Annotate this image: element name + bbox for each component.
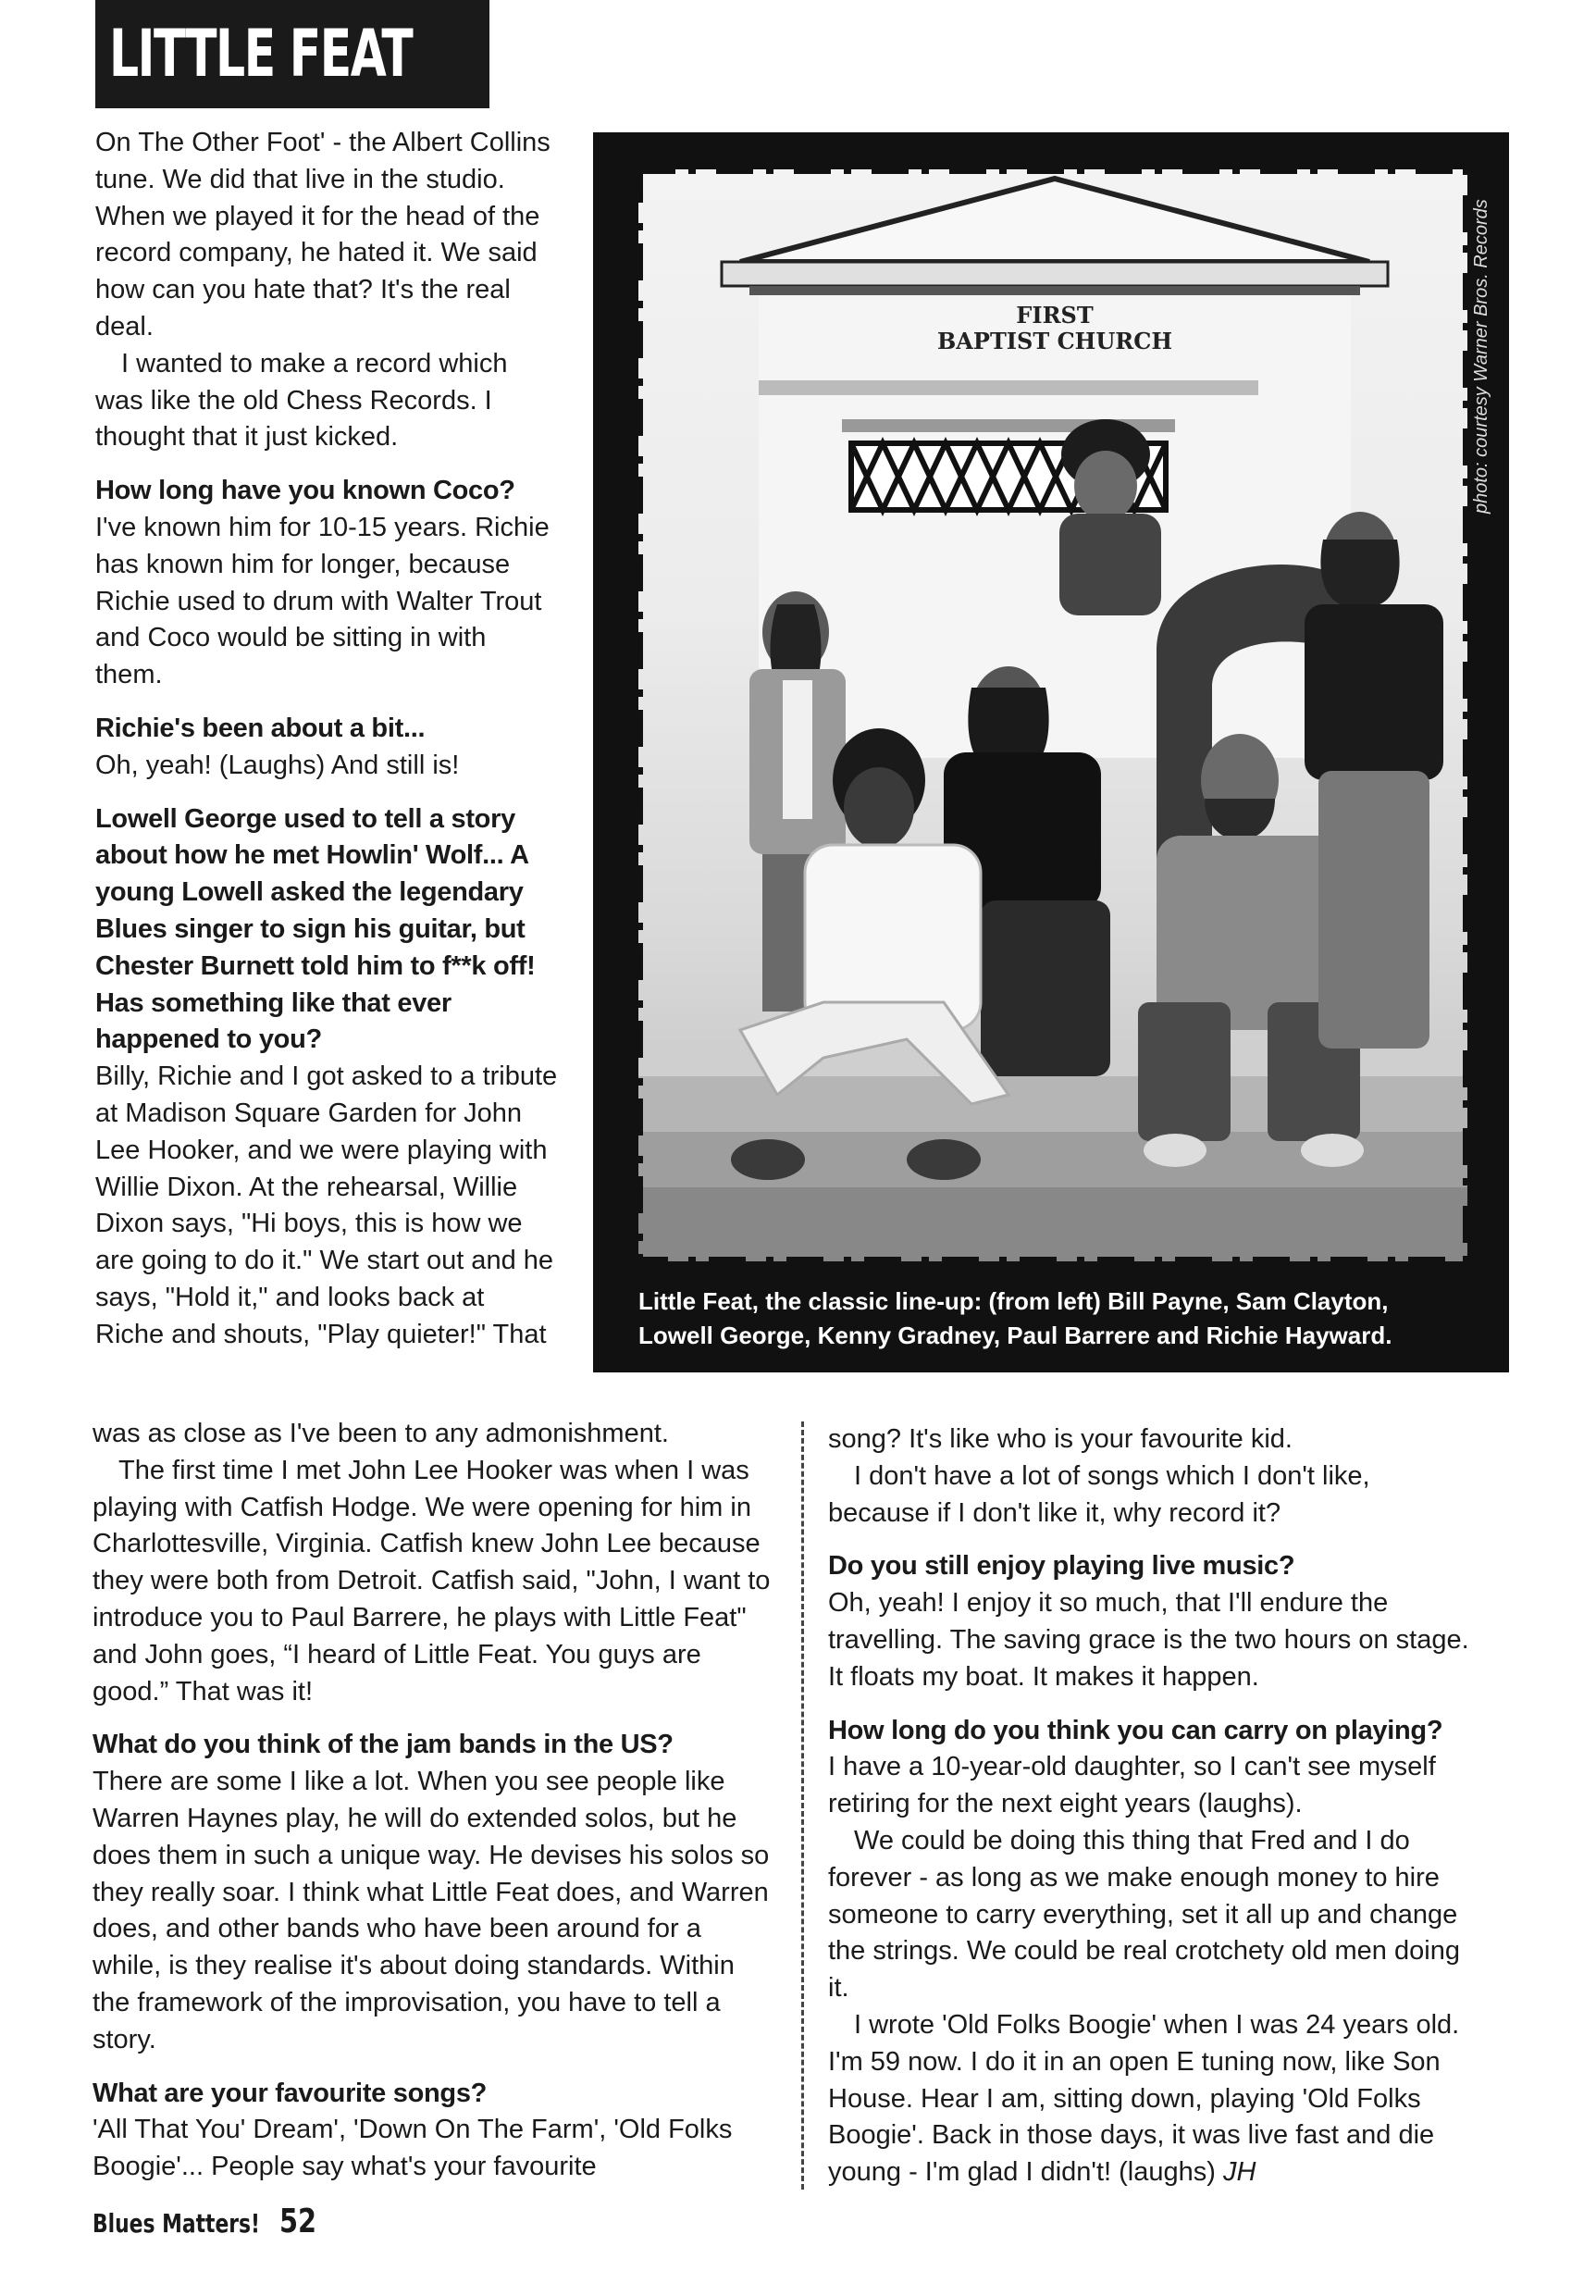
interview-answer: 'All That You' Dream', 'Down On The Farm', 'Old Folks Boogie'... People say what's your favourite: [93, 2115, 733, 2182]
page-number: 52: [278, 2203, 316, 2240]
interview-answer-continued: song? It's like who is your favourite kid.: [828, 1424, 1293, 1454]
paragraph: The first time I met John Lee Hooker was when I was playing with Catfish Hodge. We were opening for him in Charlottesville, Virginia. Catfish knew John Lee because they were both from Detroit. Catfish said, "John, I want to introduce you to Paul Barrere, he plays with Little Feat" and John goes, “I heard of Little Feat. You guys are good.” That was it!: [93, 1455, 771, 1706]
paragraph: I wanted to make a record which was like the old Chess Records. I thought that it just kicked.: [95, 348, 508, 453]
paragraph-text: I wrote 'Old Folks Boogie' when I was 24 years old. I'm 59 now. I do it in an open E tuning now, like Son House. Hear I am, sitting down, playing 'Old Folks Boogie'. Back in those days, it was live fast and die young - I'm glad I didn't! (laughs): [828, 2009, 1460, 2188]
photo-credit: photo: courtesy Warner Bros. Records: [1471, 199, 1491, 514]
interview-question: Richie's been about a bit...: [95, 713, 426, 743]
interview-question: What do you think of the jam bands in the US?: [93, 1730, 674, 1760]
column-2: [93, 1416, 777, 2186]
interview-question: How long do you think you can carry on playing?: [828, 1715, 1443, 1745]
interview-answer: I have a 10-year-old daughter, so I can't see myself retiring for the next eight years (laughs).: [828, 1752, 1436, 1819]
interview-answer: Oh, yeah! (Laughs) And still is!: [95, 750, 460, 780]
band-photo: [638, 169, 1467, 1261]
interview-question: How long have you known Coco?: [95, 476, 515, 506]
interview-answer: Oh, yeah! I enjoy it so much, that I'll endure the travelling. The saving grace is the two hours on stage. It floats my boat. It makes it happen.: [828, 1588, 1469, 1692]
column-divider: [801, 1421, 804, 2190]
magazine-name: Blues Matters!: [93, 2208, 260, 2239]
interview-question: Do you still enjoy playing live music?: [828, 1551, 1295, 1582]
interview-answer-continued: was as close as I've been to any admonishment.: [93, 1419, 669, 1448]
caption-line2: Lowell George, Kenny Gradney, Paul Barrere and Richie Hayward.: [638, 1322, 1392, 1349]
interview-answer: I've known him for 10-15 years. Richie has known him for longer, because Richie used to drum with Walter Trout and Coco would be sitting in with them.: [95, 512, 550, 690]
church-sign-line1: FIRST: [1016, 302, 1094, 329]
paragraph: We could be doing this thing that Fred and I do forever - as long as we make enough money to hire someone to carry everything, set it all up and change the strings. We could be real crotchety old men doing it.: [828, 1825, 1460, 2004]
band-photo-illustration: [638, 169, 1467, 1261]
paragraph: On The Other Foot' - the Albert Collins tune. We did that live in the studio. When we played it for the head of the record company, he hated it. We said how can you hate that? It's the real deal.: [95, 128, 551, 341]
caption-line1: Little Feat, the classic line-up: (from left) Bill Payne, Sam Clayton,: [638, 1287, 1389, 1315]
paragraph: I don't have a lot of songs which I don't like, because if I don't like it, why record it?: [828, 1460, 1370, 1528]
column-1: [95, 125, 558, 1354]
masthead-title: LITTLE FEAT: [109, 16, 413, 92]
interview-answer: There are some I like a lot. When you see people like Warren Haynes play, he will do extended solos, but he does them in such a unique way. He devises his solos so they really soar. I think what Little Feat does, and Warren does, and other bands who have been around for a while, is they realise it's about doing standards. Within the framework of the improvisation, you have to tell a story.: [93, 1767, 770, 2054]
church-sign-line2: BAPTIST CHURCH: [936, 328, 1173, 354]
paragraph: [828, 2007, 1476, 2191]
interview-question: Lowell George used to tell a story about how he met Howlin' Wolf... A young Lowell asked the legendary Blues singer to sign his guitar, but Chester Burnett told him to f**k off! Has something like that ever happened to you?: [95, 803, 536, 1055]
page-footer: [93, 2203, 326, 2240]
interview-question: What are your favourite songs?: [93, 2078, 488, 2108]
author-initials: JH: [1222, 2157, 1256, 2188]
column-3: [828, 1421, 1476, 2191]
photo-caption: [638, 1285, 1471, 1353]
interview-answer: Billy, Richie and I got asked to a tribute at Madison Square Garden for John Lee Hooker, and we were playing with Willie Dixon. At the rehearsal, Willie Dixon says, "Hi boys, this is how we are going to do it." We start out and he says, "Hold it," and looks back at Riche and shouts, "Play quieter!" That: [95, 1061, 558, 1349]
